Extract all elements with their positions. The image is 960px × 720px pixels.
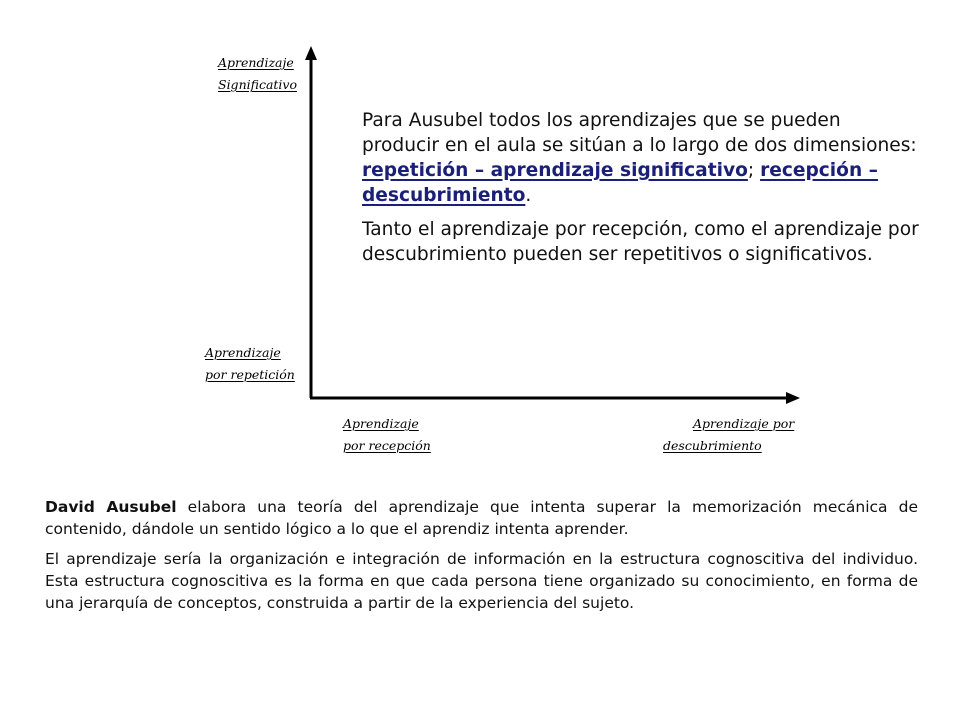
x-axis-left-label bbox=[343, 413, 431, 457]
x-axis-arrowhead bbox=[786, 392, 800, 404]
highlight-repeticion-significativo: repetición – aprendizaje significativo bbox=[362, 160, 748, 181]
x-axis-right-label-line2: descubrimiento bbox=[663, 438, 762, 453]
y-axis-top-label-line2: Significativo bbox=[218, 77, 298, 92]
x-axis-left-label-line1: Aprendizaje bbox=[343, 416, 419, 431]
theory-paragraph-1-text: elabora una teoría del aprendizaje que intenta superar la memorización mecánica de contenido, dándole un sentido lógico a lo que el aprendiz intenta aprender. bbox=[45, 498, 918, 538]
x-axis-left-label-line2: por recepción bbox=[343, 438, 431, 453]
y-axis-top-label bbox=[218, 52, 297, 96]
author-name: David Ausubel bbox=[45, 498, 177, 516]
highlight-recepcion-descubrimiento: recepción – descubrimiento bbox=[362, 160, 878, 206]
dimensions-paragraph bbox=[362, 108, 922, 208]
reception-discovery-paragraph: Tanto el aprendizaje por recepción, como el aprendizaje por descubrimiento pueden ser repetitivos o significativos. bbox=[362, 219, 919, 265]
x-axis-right-label-line1: Aprendizaje por bbox=[693, 416, 795, 431]
y-axis-arrowhead bbox=[305, 46, 317, 60]
ausubel-theory-text bbox=[45, 496, 918, 622]
dimensions-end: . bbox=[525, 185, 532, 206]
x-axis-right-label bbox=[663, 413, 794, 457]
dimensions-separator: ; bbox=[747, 160, 761, 181]
theory-paragraph-2: El aprendizaje sería la organización e integración de información en la estructura cognoscitiva del individuo. Esta estructura cognoscitiva es la forma en que cada persona tiene organizado su conocimiento, en forma de una jerarquía de conceptos, construida a partir de la experiencia del sujeto. bbox=[45, 550, 918, 612]
theory-paragraph-1 bbox=[45, 496, 918, 540]
ausubel-dimensions-text bbox=[362, 108, 922, 276]
y-axis-bottom-label-line2: por repetición bbox=[205, 367, 295, 382]
y-axis-bottom-label-line1: Aprendizaje bbox=[205, 345, 281, 360]
y-axis-bottom-label bbox=[205, 342, 295, 386]
dimensions-intro: Para Ausubel todos los aprendizajes que se pueden producir en el aula se sitúan a lo largo de dos dimensiones: bbox=[362, 110, 917, 156]
y-axis-top-label-line1: Aprendizaje bbox=[218, 55, 294, 70]
